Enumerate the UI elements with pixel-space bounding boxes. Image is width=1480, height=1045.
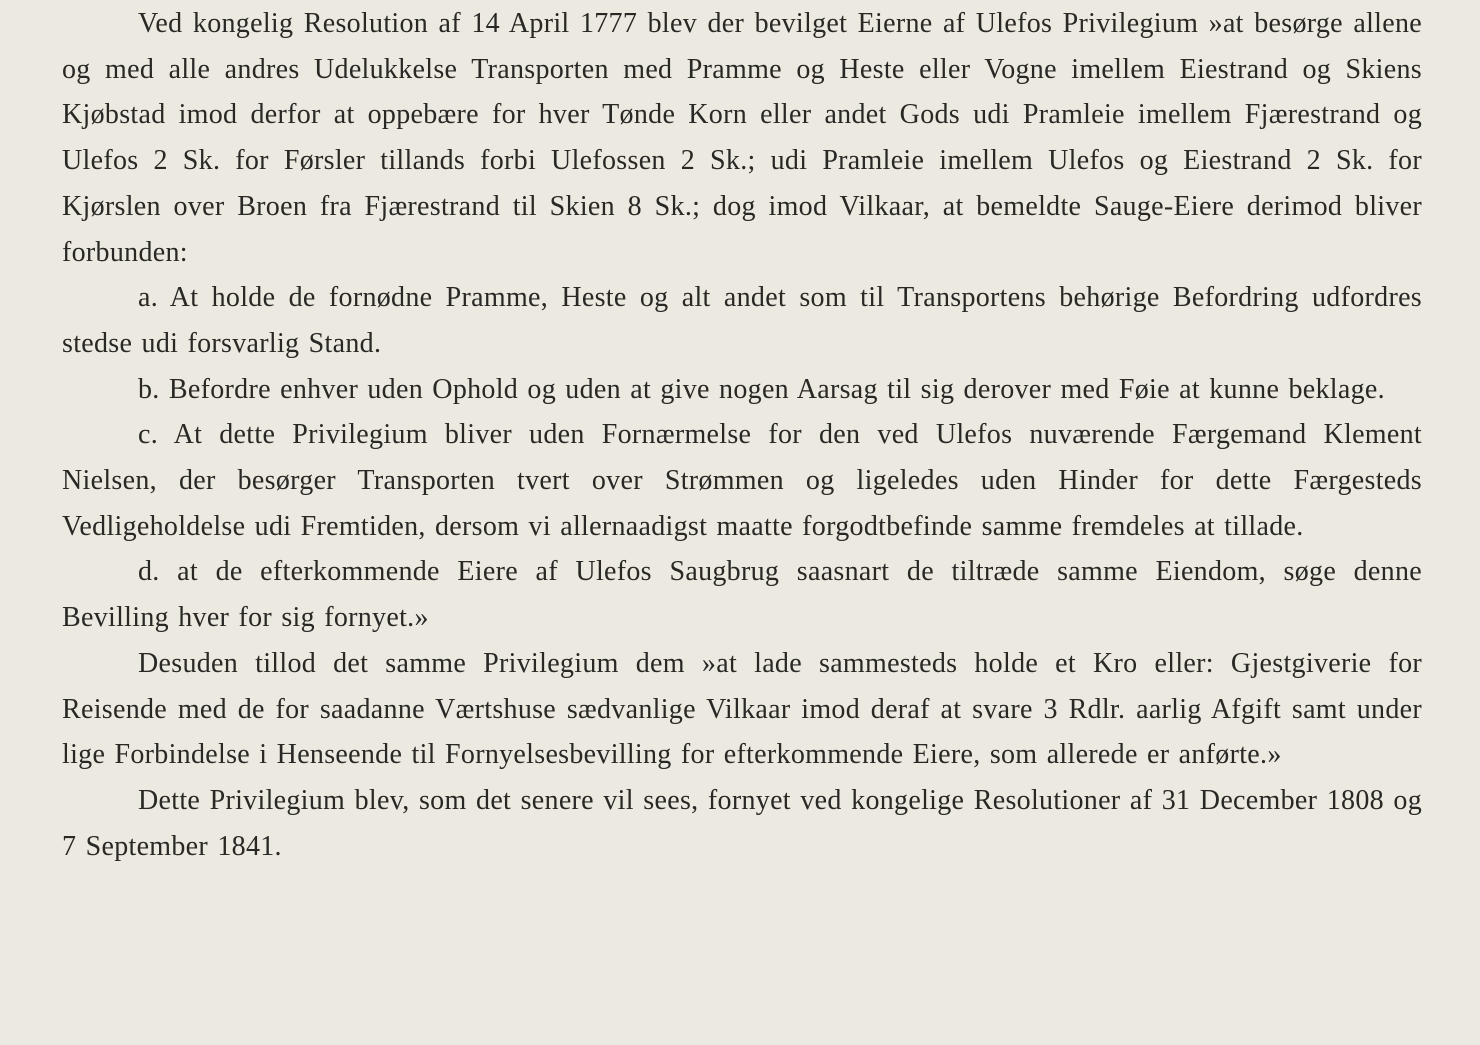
paragraph-inn-privilege: Desuden tillod det samme Privilegium dem »at lade sammesteds holde et Kro eller: Gjestgiverie for Reisende med de for saadanne Værtshuse sædvanlige Vilkaar imod deraf at svare 3 Rdlr. aarlig Afgift samt under lige Forbindelse i Henseende til Fornyelsesbevilling for efterkommende Eiere, som allerede er anførte.» xyxy=(62,647,1422,771)
paragraph-condition-d: d. at de efterkommende Eiere af Ulefos Saugbrug saasnart de tiltræde samme Eiendom, søge denne Bevilling hver for sig fornyet.» xyxy=(62,556,1422,634)
paragraph-condition-b: b. Befordre enhver uden Ophold og uden at give nogen Aarsag til sig derover med Føie at kunne beklage. xyxy=(138,373,1385,405)
body-text xyxy=(62,0,1422,869)
paragraph-renewal: Dette Privilegium blev, som det senere vil sees, fornyet ved kongelige Resolutioner af 31 December 1808 og 7 September 1841. xyxy=(62,784,1422,862)
paragraph-condition-a: a. At holde de fornødne Pramme, Heste og alt andet som til Transportens behørige Befordring udfordres stedse udi forsvarlig Stand. xyxy=(62,282,1422,359)
paragraph-resolution-1777: Ved kongelig Resolution af 14 April 1777 blev der bevilget Eierne af Ulefos Privilegium »at besørge allene og med alle andres Udelukkelse Transporten med Pramme og Heste eller Vogne imellem Eiestrand og Skiens Kjøbstad imod derfor at oppebære for hver Tønde Korn eller andet Gods udi Pramleie imellem Fjærestrand og Ulefos 2 Sk. for Førsler tillands forbi Ulefossen 2 Sk.; udi Pramleie imellem Ulefos og Eiestrand 2 Sk. for Kjørslen over Broen fra Fjærestrand til Skien 8 Sk.; dog imod Vilkaar, at bemeldte Sauge-Eiere derimod bliver forbunden: xyxy=(62,8,1422,268)
paragraph-condition-c: c. At dette Privilegium bliver uden Fornærmelse for den ved Ulefos nuværende Færgemand Klement Nielsen, der besørger Transporten tvert over Strømmen og ligeledes uden Hinder for dette Færgesteds Vedligeholdelse udi Fremtiden, dersom vi allernaadigst maatte forgodtbefinde samme fremdeles at tillade. xyxy=(62,419,1422,542)
